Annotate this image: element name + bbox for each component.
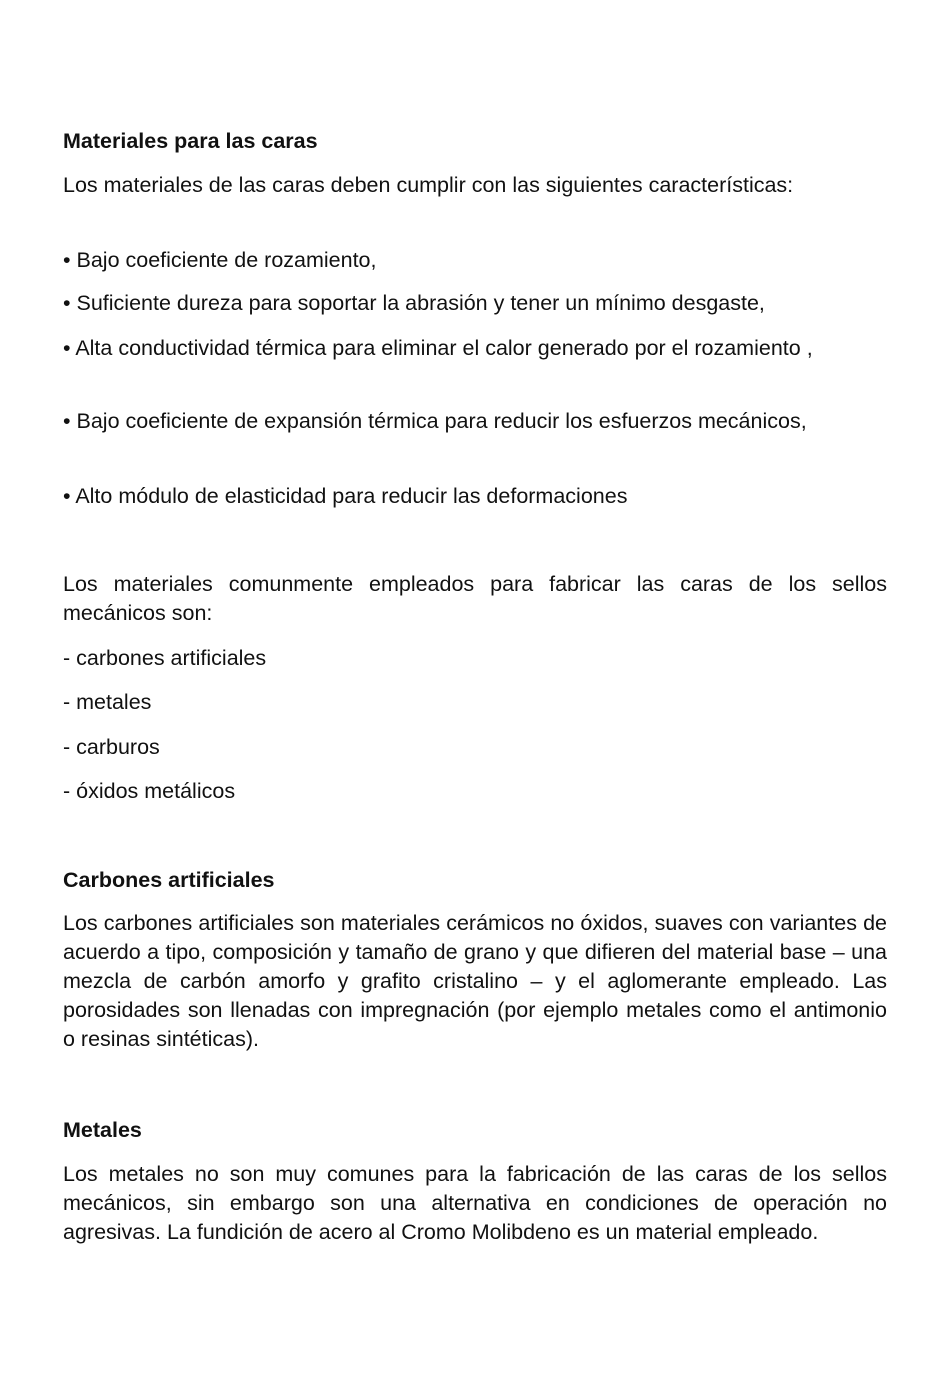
material-item: - metales <box>63 690 152 714</box>
material-item: - carbones artificiales <box>63 646 267 670</box>
paragraph-list-intro: Los materiales comunmente empleados para fabricar las caras de los sellos mecánicos son: <box>63 572 887 625</box>
heading-carbones: Carbones artificiales <box>63 868 275 892</box>
bullet-item: • Alto módulo de elasticidad para reducir las deformaciones <box>63 484 628 508</box>
bullet-item: • Bajo coeficiente de expansión térmica para reducir los esfuerzos mecánicos, <box>63 409 807 433</box>
heading-materiales-caras: Materiales para las caras <box>63 129 318 153</box>
paragraph-intro: Los materiales de las caras deben cumplir con las siguientes características: <box>63 173 794 197</box>
bullet-item: • Bajo coeficiente de rozamiento, <box>63 248 377 272</box>
material-item: - carburos <box>63 735 160 759</box>
material-item: - óxidos metálicos <box>63 779 236 803</box>
bullet-item: • Alta conductividad térmica para eliminar el calor generado por el rozamiento , <box>63 336 813 360</box>
bullet-item: • Suficiente dureza para soportar la abrasión y tener un mínimo desgaste, <box>63 291 765 315</box>
paragraph-carbones: Los carbones artificiales son materiales cerámicos no óxidos, suaves con variantes de acuerdo a tipo, composición y tamaño de grano y que difieren del material base – una mezcla de carbón amorfo y grafito cristalino – y el aglomerante empleado. Las porosidades son llenadas con impregnación (por ejemplo metales como el antimonio o resinas sintéticas). <box>63 911 887 1051</box>
heading-metales: Metales <box>63 1118 142 1142</box>
paragraph-metales: Los metales no son muy comunes para la fabricación de las caras de los sellos mecánicos, sin embargo son una alternativa en condiciones de operación no agresivas. La fundición de acero al Cromo Molibdeno es un material empleado. <box>63 1162 887 1244</box>
